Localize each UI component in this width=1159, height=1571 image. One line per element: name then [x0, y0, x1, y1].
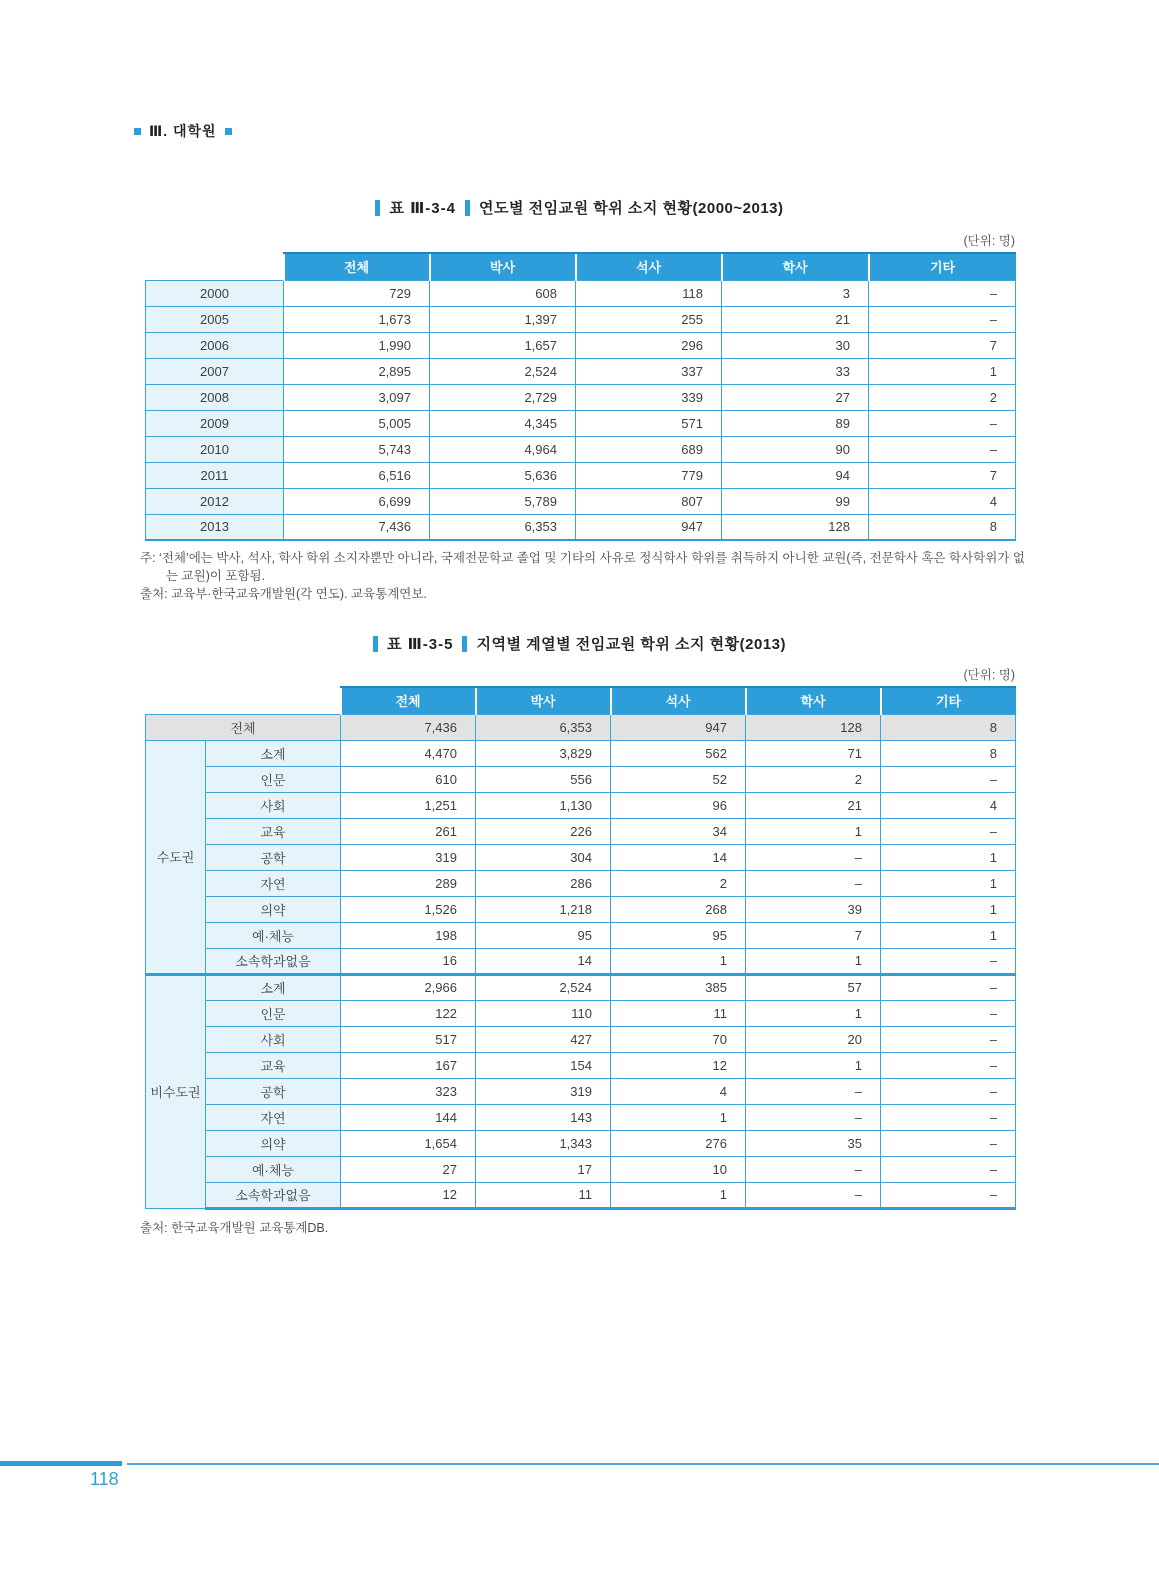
value-cell: 4 [881, 792, 1016, 818]
category-label-cell: 인문 [206, 1000, 341, 1026]
table1-column-header: 석사 [576, 253, 722, 280]
year-label-cell: 2011 [146, 462, 284, 488]
value-cell: 16 [341, 948, 476, 974]
value-cell: 5,636 [430, 462, 576, 488]
table1-corner-cell [146, 253, 284, 280]
value-cell: 90 [722, 436, 869, 462]
value-cell: 2,524 [430, 358, 576, 384]
category-label-cell: 자연 [206, 870, 341, 896]
table-row [146, 1104, 1016, 1130]
table-row [146, 818, 1016, 844]
category-label-cell: 예·체능 [206, 922, 341, 948]
value-cell: – [869, 306, 1016, 332]
value-cell: 1,654 [341, 1130, 476, 1156]
value-cell: 5,005 [284, 410, 430, 436]
value-cell: 7,436 [341, 714, 476, 740]
table-row [146, 410, 1016, 436]
year-label-cell: 2009 [146, 410, 284, 436]
value-cell: 21 [722, 306, 869, 332]
value-cell: 27 [341, 1156, 476, 1182]
value-cell: 1,397 [430, 306, 576, 332]
category-label-cell: 예·체능 [206, 1156, 341, 1182]
value-cell: 6,699 [284, 488, 430, 514]
category-label-cell: 자연 [206, 1104, 341, 1130]
value-cell: 14 [476, 948, 611, 974]
region-label-cell: 비수도권 [146, 974, 206, 1208]
table-row [146, 844, 1016, 870]
table-row [146, 332, 1016, 358]
value-cell: 35 [746, 1130, 881, 1156]
value-cell: 71 [746, 740, 881, 766]
value-cell: 319 [341, 844, 476, 870]
value-cell: 7 [746, 922, 881, 948]
table1-title-number: 표 Ⅲ-3-4 [389, 200, 456, 217]
value-cell: 947 [611, 714, 746, 740]
table-row [146, 792, 1016, 818]
value-cell: 1 [746, 818, 881, 844]
table2-column-header: 기타 [881, 687, 1016, 714]
value-cell: 286 [476, 870, 611, 896]
region-label-cell: 수도권 [146, 740, 206, 974]
value-cell: 1 [881, 870, 1016, 896]
value-cell: 4,964 [430, 436, 576, 462]
category-label-cell: 의약 [206, 1130, 341, 1156]
value-cell: – [869, 280, 1016, 306]
table1-source: 출처: 교육부·한국교육개발원(각 연도). 교육통계연보. [140, 587, 427, 601]
value-cell: 95 [611, 922, 746, 948]
section-title: Ⅲ. 대학원 [149, 123, 217, 139]
value-cell: 12 [611, 1052, 746, 1078]
value-cell: 1 [611, 948, 746, 974]
value-cell: 4 [869, 488, 1016, 514]
footer-rule [127, 1463, 1159, 1465]
value-cell: 304 [476, 844, 611, 870]
value-cell: 3,097 [284, 384, 430, 410]
square-bullet-icon [134, 128, 141, 135]
value-cell: 3 [722, 280, 869, 306]
page-number: 118 [90, 1469, 119, 1489]
value-cell: 8 [881, 740, 1016, 766]
value-cell: 1 [611, 1104, 746, 1130]
table-row [146, 896, 1016, 922]
value-cell: 729 [284, 280, 430, 306]
category-label-cell: 소계 [206, 974, 341, 1000]
category-label-cell: 공학 [206, 844, 341, 870]
value-cell: 1,251 [341, 792, 476, 818]
value-cell: – [881, 948, 1016, 974]
table-row [146, 974, 1016, 1000]
table1-column-header: 전체 [284, 253, 430, 280]
category-label-cell: 의약 [206, 896, 341, 922]
value-cell: 33 [722, 358, 869, 384]
value-cell: – [881, 1130, 1016, 1156]
table-row [146, 1078, 1016, 1104]
table-row [146, 1000, 1016, 1026]
value-cell: 11 [611, 1000, 746, 1026]
value-cell: 57 [746, 974, 881, 1000]
value-cell: 1 [881, 922, 1016, 948]
value-cell: – [746, 1078, 881, 1104]
table1-notes [140, 549, 1025, 603]
value-cell: 517 [341, 1026, 476, 1052]
value-cell: 319 [476, 1078, 611, 1104]
value-cell: 122 [341, 1000, 476, 1026]
category-label-cell: 사회 [206, 1026, 341, 1052]
table1-unit-label: (단위: 명) [963, 234, 1015, 248]
value-cell: 339 [576, 384, 722, 410]
table-row [146, 1182, 1016, 1208]
value-cell: 4,470 [341, 740, 476, 766]
value-cell: 118 [576, 280, 722, 306]
value-cell: 1 [881, 844, 1016, 870]
category-label-cell: 교육 [206, 1052, 341, 1078]
table-row [146, 306, 1016, 332]
value-cell: 89 [722, 410, 869, 436]
value-cell: 3,829 [476, 740, 611, 766]
value-cell: – [869, 410, 1016, 436]
value-cell: 779 [576, 462, 722, 488]
table1-yearly-degree-table [145, 252, 1016, 541]
value-cell: – [746, 870, 881, 896]
value-cell: – [881, 1078, 1016, 1104]
value-cell: – [881, 1182, 1016, 1208]
table2-title [0, 633, 1159, 654]
year-label-cell: 2010 [146, 436, 284, 462]
value-cell: 12 [341, 1182, 476, 1208]
table1-header [146, 253, 1016, 280]
value-cell: 2,966 [341, 974, 476, 1000]
value-cell: 1 [746, 948, 881, 974]
value-cell: 20 [746, 1026, 881, 1052]
value-cell: 94 [722, 462, 869, 488]
value-cell: 30 [722, 332, 869, 358]
category-label-cell: 인문 [206, 766, 341, 792]
value-cell: 268 [611, 896, 746, 922]
value-cell: 6,353 [430, 514, 576, 540]
value-cell: – [881, 1026, 1016, 1052]
value-cell: – [869, 436, 1016, 462]
total-row [146, 714, 1016, 740]
table-row [146, 1130, 1016, 1156]
value-cell: 167 [341, 1052, 476, 1078]
title-bar-icon [375, 200, 380, 216]
value-cell: 198 [341, 922, 476, 948]
table2-column-header: 박사 [476, 687, 611, 714]
category-label-cell: 소속학과없음 [206, 948, 341, 974]
value-cell: 14 [611, 844, 746, 870]
table-row [146, 462, 1016, 488]
year-label-cell: 2013 [146, 514, 284, 540]
table-row [146, 358, 1016, 384]
value-cell: – [881, 974, 1016, 1000]
value-cell: 2 [869, 384, 1016, 410]
value-cell: 1,673 [284, 306, 430, 332]
title-bar-icon [373, 636, 378, 652]
category-label-cell: 소속학과없음 [206, 1182, 341, 1208]
value-cell: 2 [746, 766, 881, 792]
value-cell: 571 [576, 410, 722, 436]
value-cell: 96 [611, 792, 746, 818]
value-cell: 427 [476, 1026, 611, 1052]
value-cell: 5,743 [284, 436, 430, 462]
value-cell: 39 [746, 896, 881, 922]
value-cell: 52 [611, 766, 746, 792]
value-cell: 1,990 [284, 332, 430, 358]
category-label-cell: 소계 [206, 740, 341, 766]
value-cell: 689 [576, 436, 722, 462]
value-cell: 807 [576, 488, 722, 514]
value-cell: 323 [341, 1078, 476, 1104]
value-cell: 556 [476, 766, 611, 792]
title-bar-icon [462, 636, 467, 652]
value-cell: 70 [611, 1026, 746, 1052]
title-bar-icon [465, 200, 470, 216]
value-cell: 385 [611, 974, 746, 1000]
value-cell: 7 [869, 332, 1016, 358]
year-label-cell: 2005 [146, 306, 284, 332]
table-row [146, 436, 1016, 462]
table1-column-header: 박사 [430, 253, 576, 280]
value-cell: 6,516 [284, 462, 430, 488]
value-cell: 1 [869, 358, 1016, 384]
value-cell: – [881, 818, 1016, 844]
table2-corner-cell [146, 687, 341, 714]
value-cell: 1,218 [476, 896, 611, 922]
value-cell: – [881, 1104, 1016, 1130]
table2-unit-label: (단위: 명) [963, 668, 1015, 682]
value-cell: 7,436 [284, 514, 430, 540]
square-bullet-icon [225, 128, 232, 135]
value-cell: 99 [722, 488, 869, 514]
value-cell: 226 [476, 818, 611, 844]
table-row [146, 922, 1016, 948]
value-cell: 296 [576, 332, 722, 358]
year-label-cell: 2000 [146, 280, 284, 306]
value-cell: 6,353 [476, 714, 611, 740]
value-cell: 1 [611, 1182, 746, 1208]
table-row [146, 766, 1016, 792]
value-cell: 947 [576, 514, 722, 540]
value-cell: – [881, 1052, 1016, 1078]
value-cell: 1 [746, 1052, 881, 1078]
value-cell: 261 [341, 818, 476, 844]
table1-note: 주: ‘전체’에는 박사, 석사, 학사 학위 소지자뿐만 아니라, 국제전문학교 졸업 및 기타의 사유로 정식학사 학위를 취득하지 아니한 교원(즉, 전문학사 혹은 학사학위가 없는 교원)이 포함됨. [140, 551, 1025, 583]
table2-column-header: 석사 [611, 687, 746, 714]
value-cell: 2,895 [284, 358, 430, 384]
value-cell: 1 [881, 896, 1016, 922]
value-cell: 95 [476, 922, 611, 948]
value-cell: 2 [611, 870, 746, 896]
year-label-cell: 2012 [146, 488, 284, 514]
category-label-cell: 공학 [206, 1078, 341, 1104]
value-cell: – [881, 766, 1016, 792]
value-cell: 110 [476, 1000, 611, 1026]
value-cell: 5,789 [430, 488, 576, 514]
value-cell: 4 [611, 1078, 746, 1104]
value-cell: – [746, 1182, 881, 1208]
table-row [146, 740, 1016, 766]
value-cell: 8 [869, 514, 1016, 540]
table-row [146, 1156, 1016, 1182]
value-cell: 7 [869, 462, 1016, 488]
value-cell: 610 [341, 766, 476, 792]
table-row [146, 870, 1016, 896]
value-cell: 608 [430, 280, 576, 306]
total-label-cell: 전체 [146, 714, 341, 740]
table1-column-header: 기타 [869, 253, 1016, 280]
table-row [146, 514, 1016, 540]
table2-header [146, 687, 1016, 714]
table-row [146, 1052, 1016, 1078]
value-cell: 2,729 [430, 384, 576, 410]
value-cell: 10 [611, 1156, 746, 1182]
table-row [146, 948, 1016, 974]
table2-column-header: 전체 [341, 687, 476, 714]
table-row [146, 384, 1016, 410]
value-cell: 2,524 [476, 974, 611, 1000]
value-cell: 11 [476, 1182, 611, 1208]
value-cell: 128 [722, 514, 869, 540]
value-cell: 154 [476, 1052, 611, 1078]
value-cell: 337 [576, 358, 722, 384]
footer-accent-bar [0, 1461, 122, 1466]
value-cell: 144 [341, 1104, 476, 1130]
category-label-cell: 사회 [206, 792, 341, 818]
value-cell: 128 [746, 714, 881, 740]
category-label-cell: 교육 [206, 818, 341, 844]
value-cell: 1,657 [430, 332, 576, 358]
table2-title-number: 표 Ⅲ-3-5 [386, 636, 454, 653]
value-cell: 27 [722, 384, 869, 410]
value-cell: 562 [611, 740, 746, 766]
table2-region-degree-table [145, 686, 1016, 1210]
value-cell: – [881, 1156, 1016, 1182]
value-cell: – [746, 1156, 881, 1182]
value-cell: 1,130 [476, 792, 611, 818]
value-cell: – [881, 1000, 1016, 1026]
value-cell: 289 [341, 870, 476, 896]
value-cell: 34 [611, 818, 746, 844]
table1-title-text: 연도별 전임교원 학위 소지 현황(2000~2013) [478, 200, 784, 217]
value-cell: 17 [476, 1156, 611, 1182]
value-cell: 276 [611, 1130, 746, 1156]
value-cell: 143 [476, 1104, 611, 1130]
value-cell: 255 [576, 306, 722, 332]
value-cell: 8 [881, 714, 1016, 740]
value-cell: – [746, 1104, 881, 1130]
value-cell: 1,526 [341, 896, 476, 922]
value-cell: 1,343 [476, 1130, 611, 1156]
value-cell: 4,345 [430, 410, 576, 436]
table2-column-header: 학사 [746, 687, 881, 714]
value-cell: 1 [746, 1000, 881, 1026]
table-row [146, 1026, 1016, 1052]
year-label-cell: 2006 [146, 332, 284, 358]
value-cell: 21 [746, 792, 881, 818]
section-header [134, 121, 232, 141]
table1-title [0, 197, 1159, 218]
table1-column-header: 학사 [722, 253, 869, 280]
table-row [146, 280, 1016, 306]
year-label-cell: 2007 [146, 358, 284, 384]
value-cell: – [746, 844, 881, 870]
table2-source: 출처: 한국교육개발원 교육통계DB. [140, 1221, 329, 1235]
table2-title-text: 지역별 계열별 전임교원 학위 소지 현황(2013) [476, 636, 787, 653]
year-label-cell: 2008 [146, 384, 284, 410]
table-row [146, 488, 1016, 514]
